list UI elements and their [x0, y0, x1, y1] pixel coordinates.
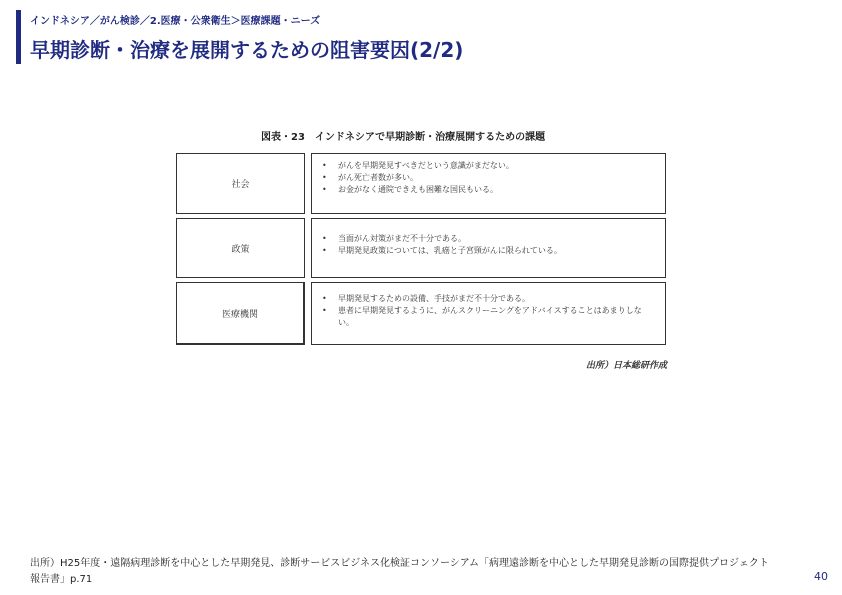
items-cell [311, 153, 666, 214]
list-item: • 患者に早期発見するように、がんスクリーニングをアドバイスすることはあまりしない。 [320, 305, 657, 329]
figure [175, 124, 675, 374]
page-title: 早期診断・治療を展開するための阻害要因(2/2) [30, 38, 464, 62]
list-item: • 早期発見政策については、乳癌と子宮頸がんに限られている。 [320, 245, 657, 257]
table-row-policy [175, 218, 667, 278]
breadcrumb: インドネシア／がん検診／2.医療・公衆衛生＞医療課題・ニーズ [30, 16, 321, 27]
title-accent-bar [16, 10, 21, 64]
table-row-society [175, 153, 667, 214]
figure-title: 図表・23 インドネシアで早期診断・治療展開するための課題 [261, 132, 546, 143]
items-cell [311, 282, 666, 345]
category-cell: 医療機関 [176, 282, 305, 345]
list-item: • 当面がん対策がまだ不十分である。 [320, 233, 657, 245]
list-item: • がん死亡者数が多い。 [320, 172, 657, 184]
page-number: 40 [814, 570, 828, 583]
list-item: • お金がなく通院できえも困難な国民もいる。 [320, 184, 657, 196]
items-cell [311, 218, 666, 278]
footer-source: 出所）H25年度・遠隔病理診断を中心とした早期発見、診断サービスビジネス化検証コンソーシアム「病理遠診断を中心とした早期発見診断の国際提供プロジェクト報告書」p.71 [30, 558, 769, 585]
list-item: • 早期発見するための設備、手技がまだ不十分である。 [320, 293, 657, 305]
category-cell: 政策 [176, 218, 305, 278]
table-row-medical-institutions [175, 282, 667, 345]
figure-source-note: 出所）日本総研作成 [585, 361, 667, 371]
list-item: • がんを早期発見すべきだという意識がまだない。 [320, 160, 657, 172]
category-cell: 社会 [176, 153, 305, 214]
